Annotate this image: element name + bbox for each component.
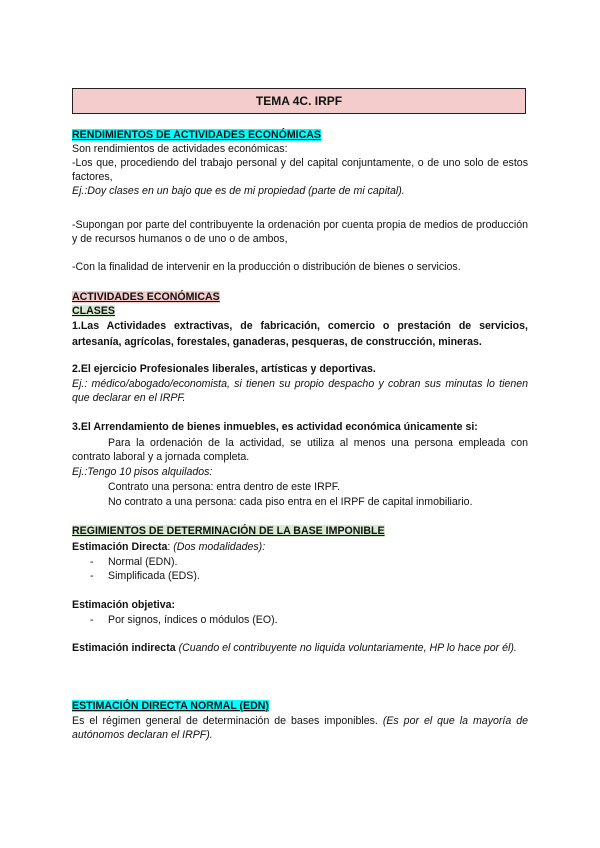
list — [72, 555, 528, 583]
paragraph-note: (Es por el que la mayoría de autónomos declaran el IRPF). — [72, 715, 528, 741]
estimacion-indirecta — [72, 641, 528, 655]
estimacion-note: (Dos modalidades): — [173, 541, 266, 553]
list-item — [72, 569, 528, 583]
example-line: Contrato una persona: entra dentro de este IRPF. — [108, 481, 341, 493]
page-title: TEMA 4C. IRPF — [72, 88, 526, 114]
intro-text: Son rendimientos de actividades económicas: — [72, 143, 288, 155]
paragraph: -Supongan por parte del contribuyente la ordenación por cuenta propia de medios de producción y de recursos humanos o de uno o de ambos, — [72, 219, 528, 245]
list-item — [72, 613, 528, 627]
bullet-dash: - — [90, 556, 94, 568]
estimacion-label: Estimación indirecta — [72, 642, 176, 654]
section-subheading: CLASES — [72, 305, 115, 317]
list-item — [72, 555, 528, 569]
example-line: No contrato a una persona: cada piso entra en el IRPF de capital inmobiliario. — [108, 496, 473, 508]
paragraph: -Con la finalidad de intervenir en la producción o distribución de bienes o servicios. — [72, 261, 461, 273]
list-item-text: Simplificada (EDS). — [108, 570, 200, 582]
section-edn — [72, 699, 528, 713]
section-heading: ESTIMACIÓN DIRECTA NORMAL (EDN) — [72, 700, 269, 712]
estimacion-note: (Cuando el contribuyente no liquida voluntariamente, HP lo hace por él). — [178, 642, 517, 654]
example-text: Ej.:Tengo 10 pisos alquilados: — [72, 466, 213, 478]
section-regimientos — [72, 524, 528, 538]
class-item: 3.El Arrendamiento de bienes inmuebles, es actividad económica únicamente si: — [72, 421, 478, 433]
list-item-text: Por signos, índices o módulos (EO). — [108, 614, 278, 626]
estimacion-directa — [72, 540, 528, 554]
list — [72, 613, 528, 627]
estimacion-label: Estimación Directa — [72, 541, 168, 553]
section-heading: ACTIVIDADES ECONÓMICAS — [72, 291, 220, 303]
class-item: 2.El ejercicio Profesionales liberales, artísticas y deportivas. — [72, 363, 376, 375]
paragraph: Para la ordenación de la actividad, se utiliza al menos una persona empleada con contrato laboral y a jornada completa. — [72, 437, 528, 463]
example-text: Ej.:Doy clases en un bajo que es de mi propiedad (parte de mi capital). — [72, 185, 405, 197]
section-heading: RENDIMIENTOS DE ACTIVIDADES ECONÓMICAS — [72, 129, 321, 141]
bullet-dash: - — [90, 614, 94, 626]
bullet-dash: - — [90, 570, 94, 582]
paragraph: -Los que, procediendo del trabajo personal y del capital conjuntamente, o de uno solo de estos factores, — [72, 157, 528, 183]
estimacion-label: Estimación objetiva: — [72, 599, 176, 611]
class-item: 1.Las Actividades extractivas, de fabricación, comercio o prestación de servicios, artesanía, agrícolas, forestales, ganaderas, pesqueras, de construcción, mineras. — [72, 320, 528, 348]
example-text: Ej.: médico/abogado/economista, si tienen su propio despacho y cobran sus minutas lo tienen que declarar en el IRPF. — [72, 378, 528, 404]
paragraph-text: Es el régimen general de determinación de bases imponibles. — [72, 715, 378, 727]
section-rendimientos — [72, 128, 528, 198]
section-heading: REGIMIENTOS DE DETERMINACIÓN DE LA BASE IMPONIBLE — [72, 525, 385, 537]
section-actividades — [72, 290, 528, 350]
paragraph — [72, 714, 528, 742]
list-item-text: Normal (EDN). — [108, 556, 178, 568]
colon: : — [167, 541, 174, 553]
